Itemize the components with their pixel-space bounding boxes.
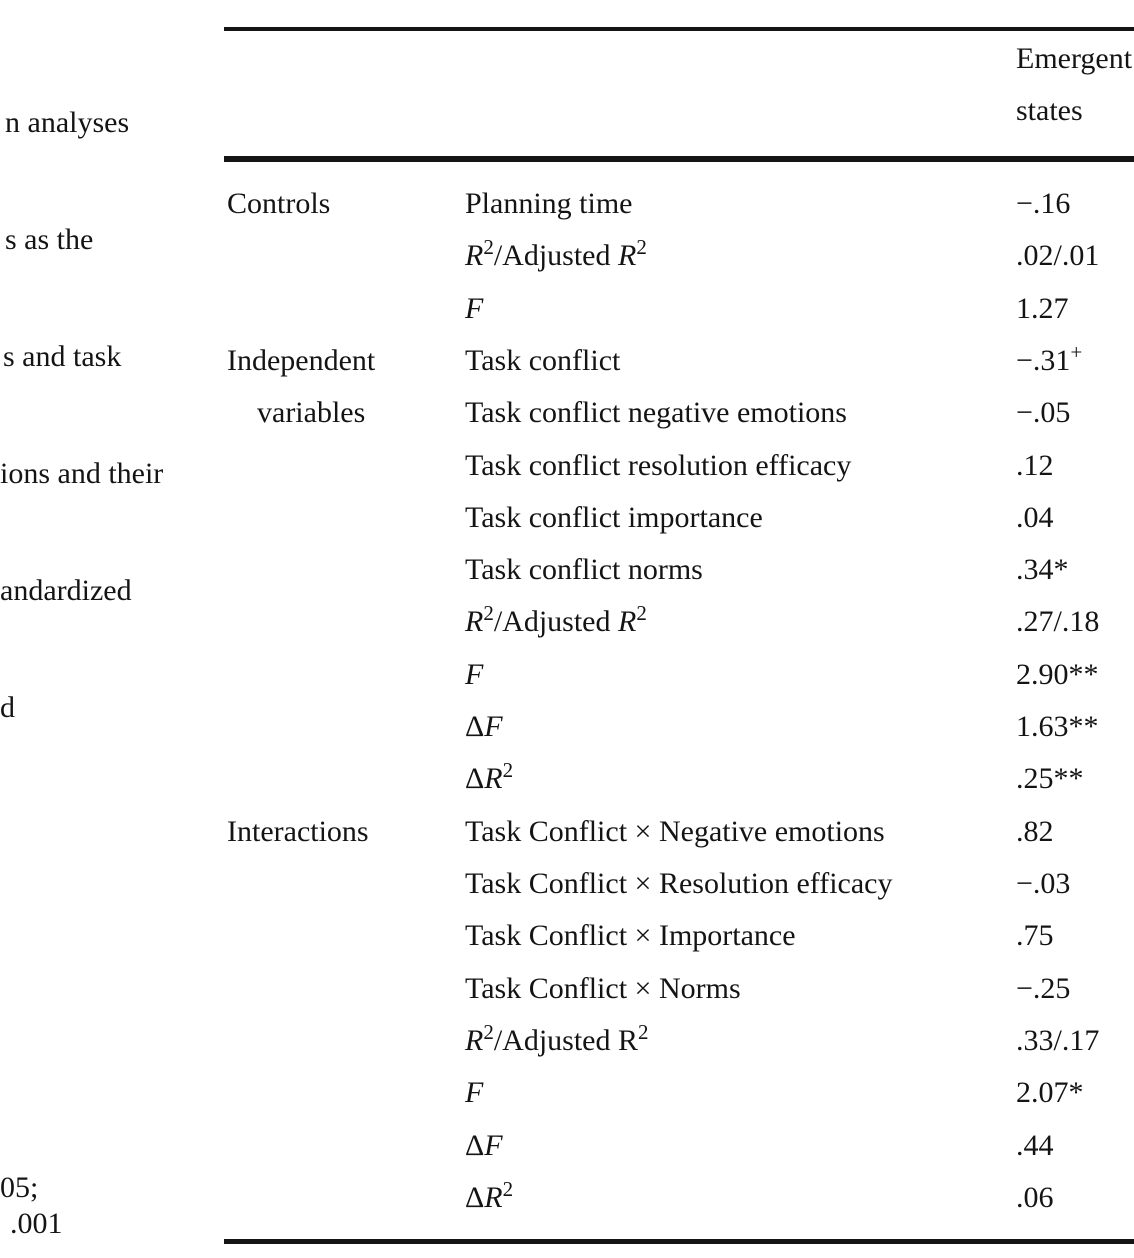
- caption-line: n analyses: [5, 106, 130, 139]
- value-cell: 2.90**: [1016, 658, 1099, 691]
- table-row: [0, 817, 1134, 869]
- value-cell: 1.63**: [1016, 710, 1099, 743]
- table-row: [0, 1177, 1134, 1235]
- table-row: [0, 758, 1134, 816]
- stat-label: F: [484, 1129, 503, 1162]
- footnote-line: 05;: [0, 1171, 39, 1204]
- variable-cell: [465, 817, 885, 847]
- table-bottom-rule: [224, 1239, 1134, 1244]
- variable-label: Task conflict norms: [465, 553, 703, 586]
- value-cell: .75: [1016, 919, 1054, 952]
- variable-cell: [465, 555, 703, 585]
- stat-label: /Adjusted: [493, 239, 618, 272]
- caption-line: s as the: [5, 223, 94, 256]
- stat-label: R: [465, 1024, 484, 1057]
- variable-label: Task conflict resolution efficacy: [465, 449, 852, 482]
- variable-label: Planning time: [465, 187, 633, 220]
- value-cell: .44: [1016, 1129, 1054, 1162]
- stat-label: F: [465, 1076, 484, 1109]
- variable-cell: [465, 235, 647, 272]
- variable-cell: [465, 921, 796, 951]
- superscript: 2: [483, 1020, 494, 1044]
- table-row: [0, 1020, 1134, 1078]
- table-header-rule: [224, 156, 1134, 162]
- value-cell: .25**: [1016, 762, 1084, 795]
- table-top-rule: [224, 27, 1134, 31]
- value-cell: .27/.18: [1016, 605, 1100, 638]
- value-cell: .33/.17: [1016, 1024, 1100, 1057]
- stat-label: F: [465, 658, 484, 691]
- stat-label: R: [618, 605, 637, 638]
- table-row: [0, 1078, 1134, 1130]
- table-row: [0, 974, 1134, 1026]
- section-cell: Independent: [227, 344, 376, 377]
- variable-cell: [465, 660, 483, 690]
- value-cell: .06: [1016, 1181, 1054, 1214]
- variable-cell: [465, 1177, 514, 1214]
- table-row: [0, 1131, 1134, 1183]
- table-row: [0, 451, 1134, 503]
- table-row: [0, 555, 1134, 607]
- variable-cell: [465, 451, 851, 481]
- value-cell: [1016, 340, 1083, 377]
- value-cell: 2.07*: [1016, 1076, 1084, 1109]
- value-cell: .12: [1016, 449, 1054, 482]
- variable-label: Task Conflict × Negative emotions: [465, 815, 885, 848]
- stat-label: R: [484, 1181, 503, 1214]
- variable-cell: [465, 398, 847, 428]
- variable-label: Task Conflict × Importance: [465, 919, 796, 952]
- variable-cell: [465, 503, 763, 533]
- table-row: [0, 869, 1134, 921]
- variable-label: Task conflict: [465, 344, 621, 377]
- delta-symbol: Δ: [465, 1181, 485, 1214]
- value-cell: 1.27: [1016, 292, 1069, 325]
- footnote-line: .001: [10, 1207, 63, 1240]
- value-text: −.31: [1016, 344, 1071, 377]
- superscript: 2: [636, 235, 647, 259]
- value-cell: .02/.01: [1016, 239, 1100, 272]
- stat-label: /Adjusted R: [493, 1024, 638, 1057]
- stat-label: F: [484, 710, 503, 743]
- stat-label: R: [465, 605, 484, 638]
- variable-label: Task conflict negative emotions: [465, 396, 847, 429]
- table-row: [0, 601, 1134, 659]
- superscript: 2: [636, 601, 647, 625]
- delta-symbol: Δ: [465, 710, 485, 743]
- caption-line: d: [0, 691, 15, 724]
- superscript: 2: [638, 1020, 649, 1044]
- value-cell: −.05: [1016, 396, 1071, 429]
- caption-line: s and task: [3, 340, 122, 373]
- variable-cell: [465, 712, 503, 742]
- column-header: Emergent: [1016, 42, 1133, 75]
- caption-line: andardized: [0, 574, 132, 607]
- table-row: [0, 340, 1134, 398]
- superscript: 2: [502, 1177, 514, 1201]
- variable-cell: [465, 1131, 503, 1161]
- column-header: states: [1016, 94, 1083, 127]
- stat-label: R: [465, 239, 484, 272]
- section-cell: Controls: [227, 187, 331, 220]
- stat-label: /Adjusted: [493, 605, 618, 638]
- table-row: [0, 294, 1134, 346]
- variable-label: Task Conflict × Resolution efficacy: [465, 867, 893, 900]
- caption-line: ions and their: [0, 457, 164, 490]
- superscript: 2: [483, 601, 494, 625]
- stat-label: R: [618, 239, 637, 272]
- stat-label: F: [465, 292, 484, 325]
- value-cell: −.16: [1016, 187, 1071, 220]
- value-cell: −.25: [1016, 972, 1071, 1005]
- section-cell: variables: [257, 396, 366, 429]
- table-row: [0, 398, 1134, 450]
- superscript: 2: [502, 758, 514, 782]
- value-cell: .04: [1016, 501, 1054, 534]
- delta-symbol: Δ: [465, 762, 485, 795]
- variable-cell: [465, 346, 620, 376]
- variable-cell: [465, 1020, 649, 1057]
- table-row: [0, 660, 1134, 712]
- variable-cell: [465, 869, 893, 899]
- table-row: [0, 503, 1134, 555]
- superscript: 2: [483, 235, 494, 259]
- variable-cell: [465, 189, 633, 219]
- stat-label: R: [484, 762, 503, 795]
- value-cell: −.03: [1016, 867, 1071, 900]
- table-row: [0, 712, 1134, 764]
- variable-cell: [465, 1078, 483, 1108]
- variable-cell: [465, 294, 483, 324]
- variable-label: Task Conflict × Norms: [465, 972, 741, 1005]
- variable-label: Task conflict importance: [465, 501, 763, 534]
- value-cell: .34*: [1016, 553, 1069, 586]
- variable-cell: [465, 758, 514, 795]
- section-cell: Interactions: [227, 815, 369, 848]
- variable-cell: [465, 974, 741, 1004]
- table-row: [0, 921, 1134, 973]
- value-cell: .82: [1016, 815, 1054, 848]
- table-row: [0, 189, 1134, 241]
- variable-cell: [465, 601, 647, 638]
- delta-symbol: Δ: [465, 1129, 485, 1162]
- superscript: +: [1070, 340, 1083, 364]
